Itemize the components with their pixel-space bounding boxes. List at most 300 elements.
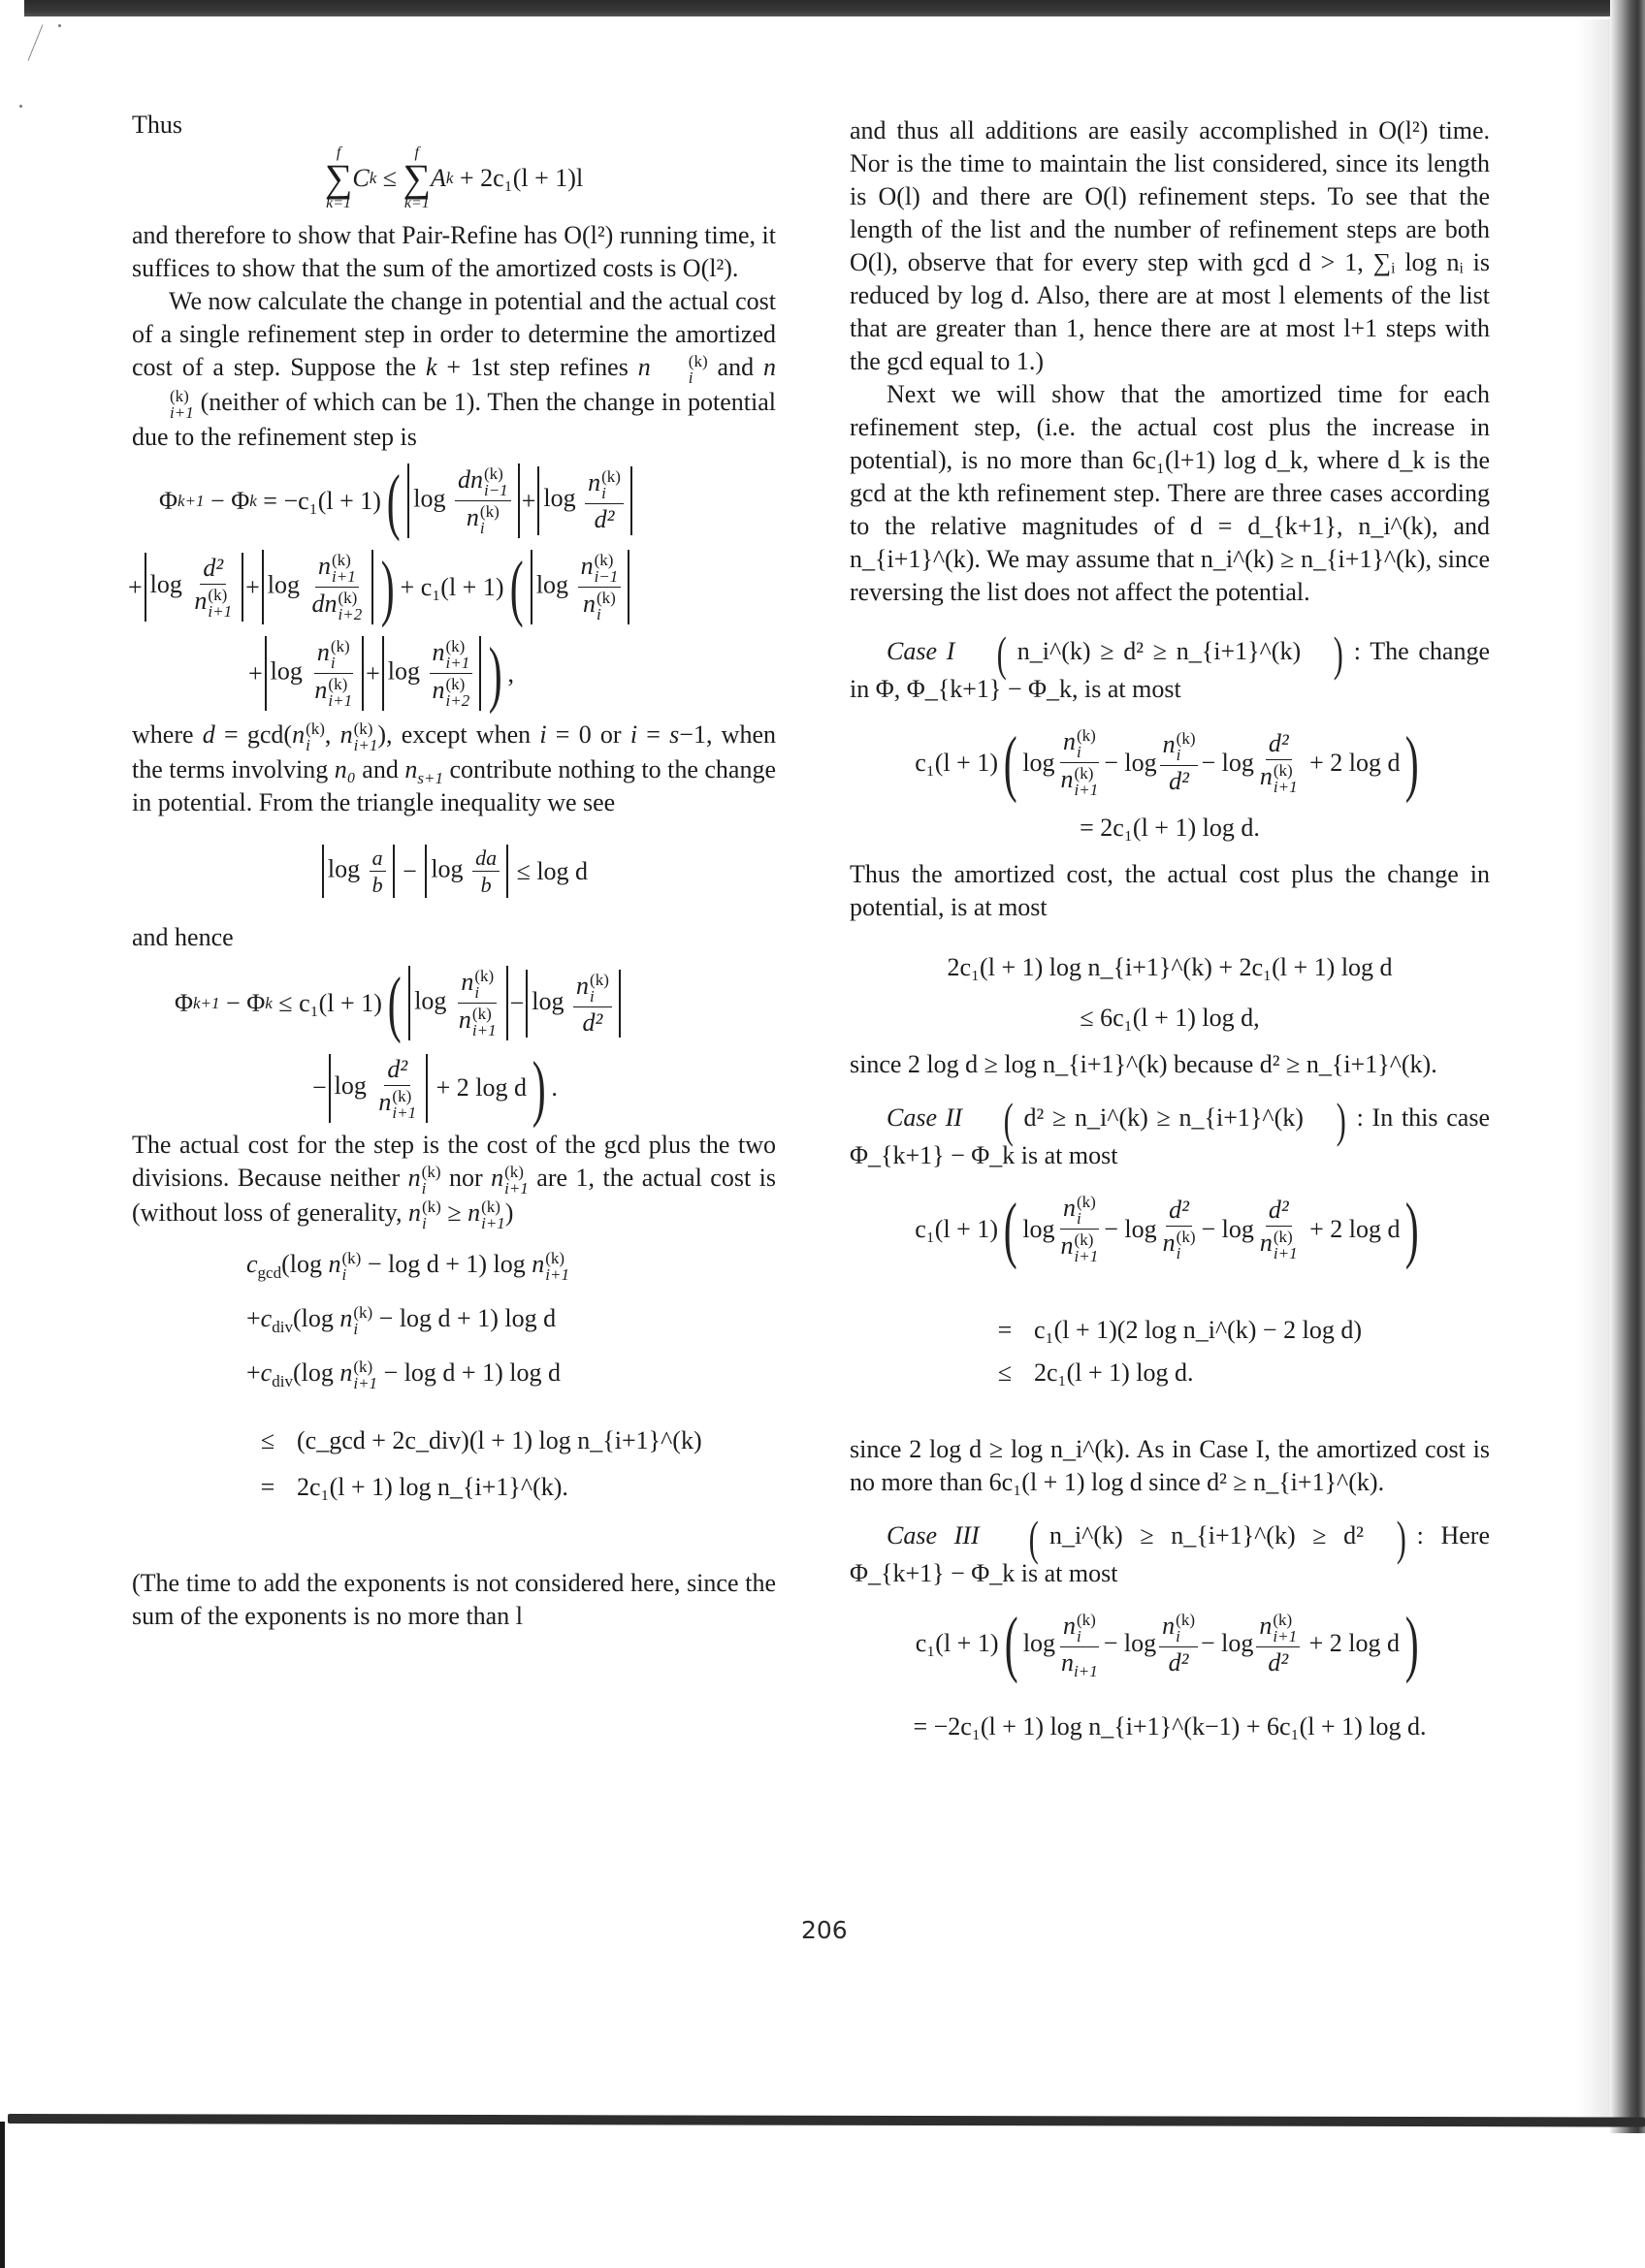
paragraph-gcd-definition (132, 719, 776, 819)
math-token: n (461, 968, 474, 997)
math-parenthesis: ) (1396, 1511, 1406, 1565)
math-token: (k) (445, 637, 466, 656)
math-parenthesis: ) (1333, 626, 1343, 681)
math-token: n_i^(k) ≥ n_{i+1}^(k) ≥ d² (1048, 1520, 1364, 1549)
math-token: (k) (1076, 726, 1096, 745)
math-token: n (1062, 1193, 1076, 1222)
math-absolute-value (145, 553, 243, 621)
math-token: 2c₁(l + 1) log n_{i+1}^(k). (297, 1472, 568, 1501)
math-token: log (387, 656, 421, 686)
math-token: (k) (1176, 1227, 1196, 1246)
math-token: The actual cost for the step is the cost of the gcd plus the two divisions. Because neither (132, 1130, 776, 1192)
math-token: + (521, 486, 536, 515)
case-3-label: Case III (887, 1520, 980, 1549)
math-token: Φ (231, 486, 250, 515)
math-token: k=1 (326, 195, 352, 211)
math-token: n (580, 552, 594, 581)
case-3-heading (850, 1511, 1491, 1590)
fraction-numerator (314, 638, 353, 674)
math-token: i (479, 519, 485, 538)
math-token: (k) (481, 1197, 500, 1216)
math-token: contribute nothing to the change in potential. From the triangle inequality we see (132, 755, 777, 817)
math-parenthesis: ( (1004, 1603, 1018, 1685)
scan-speck (19, 105, 22, 108)
math-token: (k) (590, 970, 609, 989)
math-token: log (1124, 748, 1157, 777)
math-token: n (763, 353, 777, 381)
math-token: − (509, 988, 525, 1017)
math-token: C (352, 164, 370, 192)
math-parenthesis: ( (386, 460, 401, 542)
math-token: i+1 (353, 1373, 378, 1392)
math-token: n (1259, 761, 1273, 790)
math-sub-superscript (1273, 1612, 1297, 1645)
and-hence-label: and hence (132, 923, 234, 952)
math-token: (k) (597, 589, 616, 608)
math-token: n (466, 503, 479, 532)
math-token: log (267, 570, 301, 599)
math-token: log (431, 854, 464, 883)
math-absolute-value (537, 466, 632, 534)
math-token: + (246, 1303, 261, 1332)
math-sub-superscript (480, 503, 500, 536)
fraction-denominator (1257, 760, 1301, 795)
math-sub-superscript (484, 465, 508, 498)
math-token: = 0 or (546, 720, 630, 750)
math-token: (k) (1176, 1611, 1195, 1629)
math-token: n (1062, 726, 1076, 755)
fraction-numerator (1159, 1612, 1198, 1647)
math-token: n (407, 1198, 421, 1227)
math-fraction (1256, 1612, 1300, 1676)
math-token: i (474, 983, 480, 1003)
math-token: n (318, 552, 332, 581)
case-2-label: Case II (887, 1102, 963, 1132)
math-token: (k) (1273, 1611, 1293, 1629)
math-token: log (1123, 1629, 1157, 1658)
math-token: − (210, 486, 225, 515)
math-token: div (272, 1317, 293, 1336)
math-token: A (431, 164, 446, 192)
math-token: ∑ (324, 156, 353, 200)
math-sub-superscript (208, 587, 232, 620)
case-1-heading (850, 626, 1491, 706)
paragraph-change-potential (132, 285, 776, 454)
math-token: i (1076, 1209, 1081, 1228)
cost-line-div-1 (246, 1292, 776, 1346)
math-token: n (339, 1303, 353, 1332)
scan-bottom-edge (8, 2114, 1645, 2127)
math-token: i+2 (338, 605, 363, 624)
fraction-denominator (1058, 1647, 1101, 1681)
fraction-denominator (464, 501, 502, 536)
math-token: n (588, 468, 601, 497)
math-token: + 2 log d (1308, 1629, 1400, 1658)
math-token: n (432, 638, 445, 667)
math-token: log (532, 986, 564, 1015)
fraction-denominator: d² (1268, 1648, 1289, 1677)
math-sub-superscript (133, 388, 194, 421)
math-fraction (573, 972, 612, 1036)
math-token: , (507, 658, 515, 687)
math-sub-superscript (1177, 1229, 1196, 1262)
math-token: + (366, 658, 380, 687)
fraction-denominator (375, 1086, 419, 1121)
math-token: n (583, 590, 596, 619)
math-token: i (353, 1319, 359, 1338)
math-absolute-value (407, 463, 519, 538)
math-parenthesis: ( (1029, 1511, 1040, 1565)
math-token: d (202, 720, 215, 750)
math-token: log (413, 484, 446, 513)
math-token: (k) (1176, 729, 1196, 749)
math-sub-superscript (1077, 1612, 1096, 1645)
math-token: i (330, 654, 336, 673)
fraction-numerator (585, 468, 624, 504)
math-token: i (421, 1178, 427, 1198)
math-token: and (355, 755, 405, 784)
math-relation: = (260, 1472, 275, 1501)
fraction-numerator: d² (384, 1056, 410, 1085)
math-token: ∑ (403, 156, 432, 200)
math-token: ≥ (440, 1198, 468, 1227)
math-sub-superscript (354, 720, 378, 753)
fraction-denominator (430, 674, 473, 709)
thus-label: Thus (132, 111, 182, 139)
scan-right-border (1610, 0, 1645, 2133)
math-token: i+1 (481, 1213, 505, 1232)
sum-symbol (325, 145, 353, 211)
equation-amortized-2: ≤ 6c₁(l + 1) log d, (1080, 1004, 1260, 1032)
paragraph-exponents: (The time to add the exponents is not considered here, since the sum of the exponents is no more than l (132, 1568, 776, 1630)
math-token: (k) (504, 1162, 524, 1181)
math-token: n (491, 1163, 504, 1192)
math-token: n (316, 638, 330, 667)
fraction-numerator (455, 465, 511, 501)
math-token: log (327, 854, 361, 883)
left-column (128, 109, 777, 1633)
math-token: d² ≥ n_i^(k) ≥ n_{i+1}^(k) (1023, 1102, 1304, 1132)
math-token: c₁(l + 1) (299, 988, 382, 1017)
math-token: i+1 (353, 736, 378, 755)
math-token: n (404, 755, 418, 784)
math-fraction (1257, 730, 1301, 794)
math-token: i+2 (445, 691, 470, 711)
math-token: (k) (328, 675, 348, 694)
paragraph-additions: and thus all additions are easily accomplished in O(l²) time. Nor is the time to maintain the list considered, since its length is O(l) and there are O(l) refinement steps. To see that the length of the list and the number of refinement steps are both O(l), observe that for every step with gcd d > 1, ∑ᵢ log nᵢ is reduced by log d. Also, there are at most l elements of the list that are greater than 1, hence there are at most l+1 steps with the gcd equal to 1.) (850, 116, 1490, 375)
fraction-denominator: d² (594, 505, 615, 534)
equation-case-3-result: = −2c₁(l + 1) log n_{i+1}^(k−1) + 6c₁(l + 1) log d. (913, 1712, 1427, 1741)
case-2-heading (850, 1093, 1491, 1172)
equation-potential-change (128, 460, 776, 715)
paragraph-actual-cost (132, 1129, 776, 1231)
math-token: : The change in Φ, Φ_{k+1} − Φ_k, is at most (850, 636, 1491, 703)
fraction-denominator (580, 588, 619, 623)
math-token: ≤ (278, 988, 293, 1017)
math-fraction (430, 638, 473, 709)
math-token: i+1 (1074, 1247, 1099, 1265)
math-fraction (455, 465, 511, 536)
math-token: (k) (479, 502, 500, 522)
math-token: i+1 (332, 567, 356, 587)
math-token: n (339, 1358, 353, 1387)
math-token: + (248, 658, 263, 687)
cost-line-gcd (246, 1237, 776, 1292)
math-token: (k) (1273, 1227, 1293, 1246)
fraction-denominator: b (480, 873, 492, 898)
sum-inequality: f ∑ k=1 C k ≤ f ∑ k=1 A k + 2c₁(l + 1)l (324, 144, 584, 211)
math-token: nor (440, 1163, 492, 1192)
math-token: + 2 log d (1309, 1214, 1401, 1243)
display-equation-row: Φ k+1 − Φ k ≤ c₁(l + 1) ( log n (k) i n (k) i+1 − log n (k) i d² (175, 966, 776, 1040)
math-token: (k) (471, 1005, 492, 1024)
math-token: i (1176, 746, 1181, 765)
math-token: n₀ (334, 755, 356, 784)
math-fraction (191, 555, 235, 619)
math-token: n (1259, 1228, 1273, 1257)
math-sub-superscript (1274, 1229, 1298, 1262)
math-token: (k) (353, 1357, 373, 1376)
fraction-numerator: da (472, 847, 500, 872)
math-token: log (270, 656, 303, 686)
math-token: i (590, 986, 595, 1006)
fraction-denominator: d² (1169, 767, 1189, 796)
math-token: log (414, 986, 447, 1015)
math-fraction (1058, 727, 1102, 798)
math-token: + c₁(l + 1) (400, 572, 504, 601)
math-token: n (1060, 764, 1074, 793)
math-token: + (128, 572, 143, 601)
fraction-denominator (1160, 1227, 1199, 1262)
math-token: Φ (159, 486, 178, 515)
math-token: i−1 (483, 481, 508, 500)
math-fraction (472, 847, 500, 896)
math-token: i+1 (504, 1178, 529, 1198)
math-token: (k) (170, 387, 189, 406)
fraction-numerator (1256, 1612, 1300, 1647)
math-sub-superscript (590, 972, 609, 1005)
math-token: log (1221, 1629, 1254, 1658)
math-sub-superscript (595, 552, 619, 585)
math-token: −c₁(l + 1) (283, 486, 381, 515)
math-token: (c_gcd + 2c_div)(l + 1) log n_{i+1}^(k) (297, 1425, 702, 1454)
math-fraction (456, 968, 500, 1038)
math-token: (k) (483, 464, 503, 484)
math-token: −1, when the terms involving (132, 720, 777, 784)
math-token: f (336, 144, 341, 161)
math-sub-superscript (353, 1358, 377, 1391)
equation-triangle-inequality (132, 845, 776, 898)
math-parenthesis: ( (509, 546, 524, 628)
math-token: log (535, 570, 569, 599)
fraction-denominator (1058, 763, 1102, 798)
math-token: n (339, 720, 353, 750)
math-token: i−1 (594, 567, 619, 587)
math-sub-superscript (422, 1164, 441, 1197)
math-sub-superscript (353, 1304, 372, 1337)
math-sub-superscript (332, 552, 356, 585)
math-absolute-value (322, 845, 395, 898)
fraction-denominator (309, 588, 366, 623)
math-token: i+1 (328, 691, 353, 711)
math-sub-superscript (422, 1198, 441, 1231)
fraction-numerator (1160, 730, 1199, 766)
math-token: − log d + 1) log (361, 1249, 532, 1278)
math-token: : Here Φ_{k+1} − Φ_k is at most (850, 1520, 1491, 1587)
math-token: (k) (332, 551, 351, 570)
math-absolute-value (329, 1054, 428, 1122)
math-sub-superscript (1077, 727, 1096, 760)
math-token: log (1221, 1214, 1254, 1243)
math-token: c₁(l + 1) (915, 748, 998, 777)
math-token: ≤ (382, 164, 398, 192)
math-token: i+1 (208, 601, 233, 621)
math-token: i (341, 1264, 347, 1284)
math-token: i+1 (1273, 1243, 1298, 1262)
math-token: 2c₁(l + 1) log d. (1034, 1358, 1194, 1387)
math-token: i (1076, 743, 1081, 761)
math-token: div (272, 1371, 293, 1390)
math-token: : In this case Φ_{k+1} − Φ_k is at most (850, 1102, 1491, 1169)
math-token: n (1062, 1611, 1076, 1640)
fraction-numerator (1060, 1194, 1099, 1230)
fraction-numerator (573, 972, 612, 1007)
math-token: n (1259, 1611, 1273, 1640)
math-token: i+1 (170, 403, 194, 423)
math-token: n (432, 676, 445, 705)
math-relation: = (997, 1316, 1013, 1344)
math-token: and (707, 353, 764, 381)
fraction-denominator: d² (582, 1007, 603, 1037)
math-sub-superscript (446, 676, 470, 709)
fraction-numerator (430, 638, 473, 674)
math-token: (k) (338, 589, 358, 608)
math-fraction (1058, 1194, 1102, 1264)
math-token: ), except when (377, 720, 540, 750)
math-fraction (585, 468, 624, 532)
display-equation-row (128, 546, 776, 628)
math-token: n_i^(k) ≥ d² ≥ n_{i+1}^(k) (1016, 636, 1302, 665)
math-sub-superscript (1077, 1194, 1096, 1227)
math-token: − (312, 1073, 327, 1102)
math-absolute-value (382, 636, 481, 711)
math-token: + 2 log d (1309, 748, 1401, 777)
math-sub-superscript (474, 968, 494, 1001)
fraction-numerator (1060, 1612, 1099, 1647)
math-parenthesis: ( (1003, 1188, 1017, 1270)
math-parenthesis: ) (1405, 1188, 1420, 1270)
math-token: i (1176, 1627, 1180, 1645)
math-sub-superscript (504, 1164, 529, 1197)
math-token: c₁(l + 1) (915, 1214, 998, 1243)
math-token: (k) (392, 1086, 412, 1105)
math-token: − (1201, 748, 1216, 777)
math-sub-superscript (597, 590, 616, 623)
math-token: Φ (175, 988, 194, 1017)
math-token: f (414, 144, 419, 161)
math-token: log (543, 484, 576, 513)
math-absolute-value (262, 550, 373, 624)
math-sub-superscript (545, 1250, 569, 1283)
math-token: − (1104, 1214, 1118, 1243)
math-token: d (457, 465, 470, 495)
math-token: n (407, 1163, 421, 1192)
math-sub-superscript (1274, 762, 1298, 795)
math-parenthesis: ) (1405, 721, 1420, 804)
math-token: i (306, 736, 310, 755)
fraction-numerator: d² (1166, 1197, 1192, 1226)
math-token: − (1201, 1214, 1216, 1243)
math-token: (k) (445, 675, 466, 694)
math-token: c (246, 1249, 258, 1278)
math-token: c₁(l + 1)(2 log n_i^(k) − 2 log d) (1034, 1316, 1362, 1344)
math-token: n (1061, 1648, 1075, 1677)
math-token: (neither of which can be 1). Then the change in potential due to the refinement step is (132, 388, 776, 452)
math-parenthesis: ) (1404, 1603, 1419, 1685)
math-token: i (1176, 1243, 1181, 1262)
math-token: (k) (1273, 760, 1293, 780)
math-token: are 1, the actual cost is (without loss of generality, (132, 1163, 776, 1227)
fraction-denominator (311, 674, 355, 709)
math-sub-superscript (339, 590, 363, 623)
math-token: + (246, 1358, 261, 1387)
math-sub-superscript (1075, 1231, 1099, 1264)
math-token: n (468, 1198, 481, 1227)
fraction-numerator: d² (1266, 730, 1292, 759)
math-relation: ≤ (260, 1425, 275, 1454)
math-parenthesis: ( (387, 962, 402, 1044)
fraction-denominator: b (371, 873, 383, 898)
math-token: − (403, 856, 417, 885)
math-token: + 2c₁(l + 1)l (459, 164, 584, 192)
math-token: i+1 (392, 1102, 417, 1122)
math-token: i+1 (1074, 1662, 1098, 1681)
math-sub-superscript (1075, 765, 1099, 798)
math-token: ) (504, 1198, 514, 1227)
math-token: (k) (545, 1248, 565, 1267)
math-token: log (334, 1071, 367, 1101)
equation-cost-result (239, 1420, 776, 1509)
math-token: (k) (341, 1248, 362, 1267)
math-token: n (637, 353, 651, 381)
fraction-numerator: d² (1266, 1197, 1292, 1226)
math-token: log (1022, 1629, 1056, 1658)
equation-potential-bound (132, 962, 776, 1130)
fraction-denominator (1058, 1230, 1102, 1264)
math-token: (k) (1076, 1611, 1096, 1629)
math-relation: ≤ (997, 1358, 1013, 1387)
math-token: n (328, 1249, 341, 1278)
math-token: (k) (306, 719, 325, 739)
math-token: i+1 (545, 1264, 569, 1284)
math-token: n (458, 1006, 471, 1035)
math-token: = gcd( (214, 720, 293, 750)
math-token: n (576, 971, 590, 1000)
math-token: i (539, 720, 547, 750)
math-token: i+1 (471, 1021, 497, 1040)
case-1-label: Case I (887, 636, 955, 665)
math-token: i+1 (1074, 781, 1099, 799)
math-token: (log (292, 1358, 340, 1387)
fraction-denominator (191, 585, 235, 620)
math-parenthesis: ( (1003, 721, 1017, 804)
math-token: We now calculate the change in potential and the actual cost of a single refinement step in order to determine the amortized cost of a step. Suppose the (132, 287, 776, 381)
math-token: i (629, 720, 638, 750)
math-token: i (1076, 1627, 1081, 1645)
paragraph-amortized-time: Next we will show that the amortized time for each refinement step, (i.e. the actual cost plus the increase in potential), is no more than 6c₁(l+1) log d_k, where d_k is the gcd at the kth refinement step. There are three cases according to the relative magnitudes of d = d_{k+1}, n_i^(k), and n_{i+1}^(k). We may assume that n_i^(k) ≥ n_{i+1}^(k), since reversing the list does not affect the potential. (850, 380, 1490, 606)
fraction-denominator (1257, 1227, 1301, 1262)
display-equation-row: − log d² n (k) i+1 + 2 log d ) . (312, 1047, 558, 1130)
